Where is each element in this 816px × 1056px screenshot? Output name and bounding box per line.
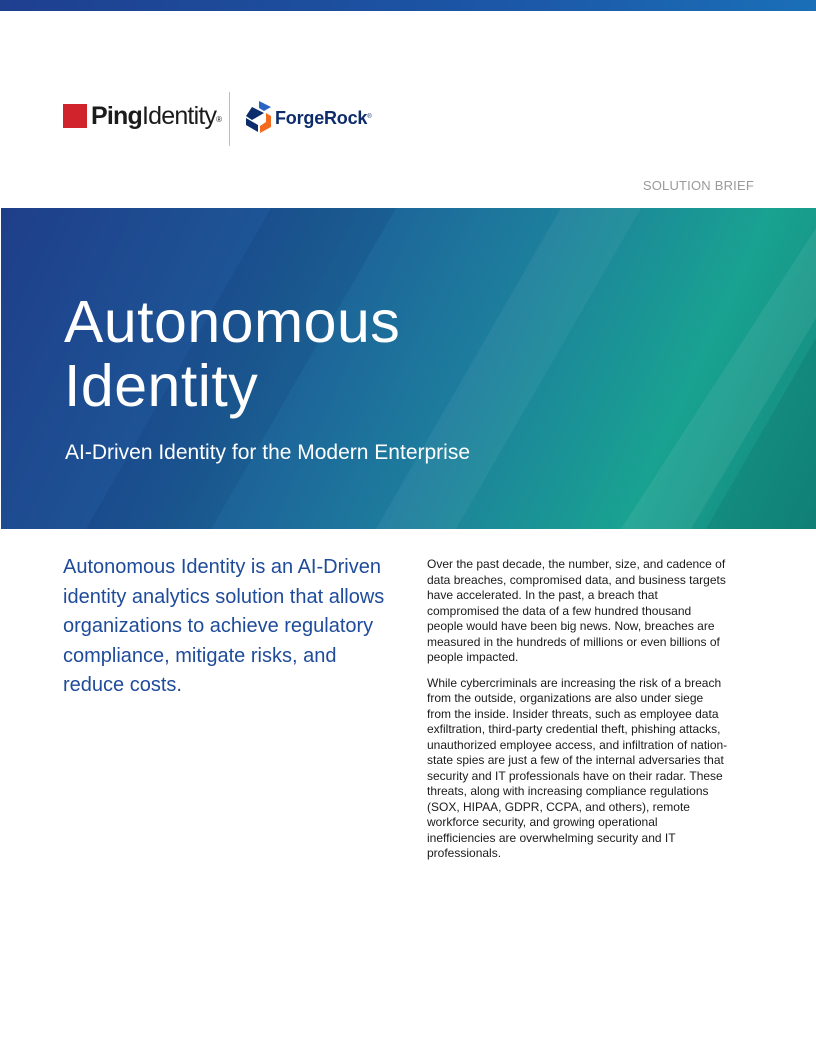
ping-identity-wordmark: [91, 101, 221, 135]
lead-text: Autonomous Identity is an AI-Driven identity analytics solution that allows organizations to achieve regulatory compliance, mitigate risks, and reduce costs.: [63, 556, 385, 696]
body-text-column: [427, 557, 729, 872]
logo-divider: [229, 92, 230, 146]
forgerock-logo-icon: [244, 101, 272, 133]
hero-title-line-2: Identity: [64, 353, 259, 419]
ping-registered-mark: ®: [216, 115, 222, 124]
ping-brand-bold: Ping: [91, 102, 142, 130]
hero-banner: [1, 208, 816, 529]
document-type-label: SOLUTION BRIEF: [642, 178, 754, 193]
ping-identity-logo-mark: [63, 104, 87, 128]
hero-title: [64, 290, 400, 418]
hero-subtitle: AI-Driven Identity for the Modern Enterprise: [65, 441, 471, 464]
ping-brand-light: Identity: [141, 102, 217, 130]
forgerock-wordmark: [275, 106, 371, 129]
body-paragraph: While cybercriminals are increasing the risk of a breach from the outside, organizations are also under siege from the inside. Insider threats, such as employee data exfiltration, third-party credential theft, phishing attacks, unauthorized employee access, and infiltration of nation-state spies are just a few of the internal adversaries that security and IT professionals have on their radar. These threats, along with increasing compliance regulations (SOX, HIPAA, GDPR, CCPA, and others), remote workforce security, and growing operational inefficiencies are overwhelming security and IT professionals.: [427, 675, 728, 860]
forgerock-brand: ForgeRock: [275, 108, 368, 128]
forgerock-registered-mark: ®: [367, 114, 372, 120]
top-accent-bar: [0, 0, 816, 11]
body-paragraph: Over the past decade, the number, size, and cadence of data breaches, compromised data, and business targets have accelerated. In the past, a breach that compromised the data of a few hundred thousand people would have been big news. Now, breaches are measured in the hundreds of millions or even billions of people impacted.: [427, 557, 726, 664]
hero-title-line-1: Autonomous: [64, 289, 401, 355]
